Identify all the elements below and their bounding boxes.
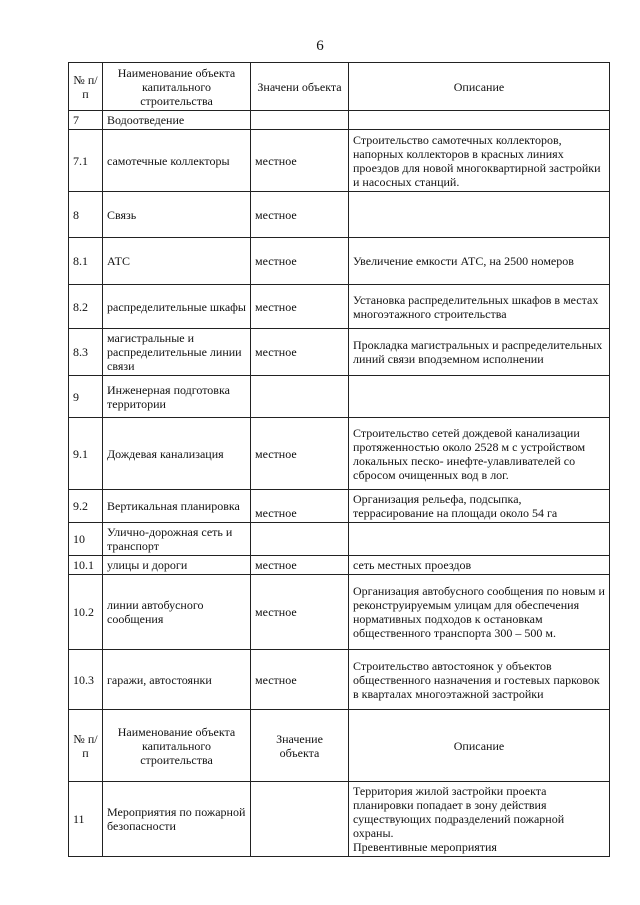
table-row xyxy=(69,782,610,857)
header2-name: Наименование объекта капитального строительства xyxy=(103,710,251,782)
row-significance: местное xyxy=(251,556,349,575)
table-header-row-repeat xyxy=(69,710,610,782)
row-name: Связь xyxy=(103,192,251,238)
row-description xyxy=(349,111,610,130)
row-name: самотечные коллекторы xyxy=(103,130,251,192)
row-significance: местное xyxy=(251,490,349,523)
table-row xyxy=(69,192,610,238)
header-num: № п/п xyxy=(69,63,103,111)
header-name: Наименование объекта капитального строительства xyxy=(103,63,251,111)
row-significance: местное xyxy=(251,329,349,376)
row-description: Строительство автостоянок у объектов общественного назначения и гостевых парковок в кварталах многоэтажной застройки xyxy=(349,650,610,710)
row-description: Увеличение емкости АТС, на 2500 номеров xyxy=(349,238,610,285)
row-num: 10.1 xyxy=(69,556,103,575)
row-name: Вертикальная планировка xyxy=(103,490,251,523)
row-name: АТС xyxy=(103,238,251,285)
row-name: линии автобусного сообщения xyxy=(103,575,251,650)
table-row xyxy=(69,329,610,376)
table-row xyxy=(69,418,610,490)
row-num: 10.2 xyxy=(69,575,103,650)
header2-significance: Значение объекта xyxy=(251,710,349,782)
row-description xyxy=(349,192,610,238)
table-row xyxy=(69,376,610,418)
row-significance xyxy=(251,523,349,556)
row-name: Улично-дорожная сеть и транспорт xyxy=(103,523,251,556)
header-description: Описание xyxy=(349,63,610,111)
page-number: 6 xyxy=(316,38,324,54)
row-num: 10.3 xyxy=(69,650,103,710)
row-num: 9.1 xyxy=(69,418,103,490)
row-name: магистральные и распределительные линии связи xyxy=(103,329,251,376)
header-significance: Значени объекта xyxy=(251,63,349,111)
table-row xyxy=(69,650,610,710)
row-name: гаражи, автостоянки xyxy=(103,650,251,710)
header2-description: Описание xyxy=(349,710,610,782)
row-num: 8.1 xyxy=(69,238,103,285)
table-row xyxy=(69,490,610,523)
row-significance: местное xyxy=(251,418,349,490)
row-num: 8.2 xyxy=(69,285,103,329)
row-significance: местное xyxy=(251,575,349,650)
row-description-continuation: Превентивные мероприятия xyxy=(353,840,497,854)
row-num: 11 xyxy=(69,782,103,857)
row-name: Мероприятия по пожарной безопасности xyxy=(103,782,251,857)
row-name: распределительные шкафы xyxy=(103,285,251,329)
row-description: Прокладка магистральных и распределительных линий связи вподземном исполнении xyxy=(349,329,610,376)
row-num: 7 xyxy=(69,111,103,130)
table-row xyxy=(69,285,610,329)
objects-table xyxy=(68,62,610,857)
row-num: 9.2 xyxy=(69,490,103,523)
table-row xyxy=(69,238,610,285)
row-description xyxy=(349,523,610,556)
row-significance: местное xyxy=(251,650,349,710)
row-description xyxy=(349,782,610,857)
table-header-row xyxy=(69,63,610,111)
row-description xyxy=(349,376,610,418)
row-description: Организация автобусного сообщения по новым и реконструируемым улицам для обеспечения нормативных подходов к остановкам общественного транспорта 300 – 500 м. xyxy=(349,575,610,650)
row-num: 7.1 xyxy=(69,130,103,192)
table-row xyxy=(69,130,610,192)
row-significance xyxy=(251,376,349,418)
row-num: 10 xyxy=(69,523,103,556)
table-row xyxy=(69,556,610,575)
row-significance: местное xyxy=(251,238,349,285)
row-name: улицы и дороги xyxy=(103,556,251,575)
row-description-text: Территория жилой застройки проекта планировки попадает в зону действия существующих подразделений пожарной охраны. xyxy=(353,784,565,840)
row-num: 8.3 xyxy=(69,329,103,376)
row-num: 9 xyxy=(69,376,103,418)
header2-num: № п/п xyxy=(69,710,103,782)
table-row xyxy=(69,111,610,130)
row-significance: местное xyxy=(251,192,349,238)
table-row xyxy=(69,575,610,650)
row-description: Строительство самотечных коллекторов, напорных коллекторов в красных линиях проездов для новой многоквартирной застройки и насосных станций. xyxy=(349,130,610,192)
row-name: Инженерная подготовка территории xyxy=(103,376,251,418)
row-significance xyxy=(251,111,349,130)
row-name: Дождевая канализация xyxy=(103,418,251,490)
row-name: Водоотведение xyxy=(103,111,251,130)
row-significance xyxy=(251,782,349,857)
row-description: Установка распределительных шкафов в местах многоэтажного строительства xyxy=(349,285,610,329)
row-num: 8 xyxy=(69,192,103,238)
row-description: сеть местных проездов xyxy=(349,556,610,575)
row-description: Строительство сетей дождевой канализации протяженностью около 2528 м с устройством локальных песко- инефте-улавливателей со сбросом очищенных вод в лог. xyxy=(349,418,610,490)
table-row xyxy=(69,523,610,556)
row-description: Организация рельефа, подсыпка, террасирование на площади около 54 га xyxy=(349,490,610,523)
row-significance: местное xyxy=(251,285,349,329)
row-significance: местное xyxy=(251,130,349,192)
